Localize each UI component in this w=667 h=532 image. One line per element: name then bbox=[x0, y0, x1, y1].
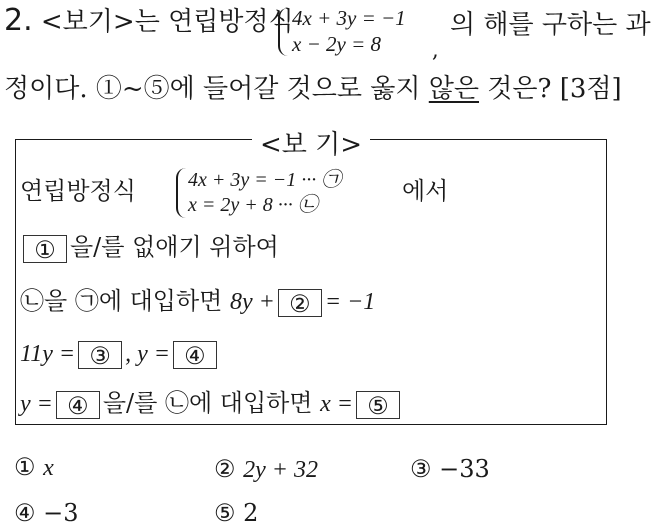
blank-4-repeat: ④ bbox=[56, 391, 100, 419]
row1-equation-1: 4x + 3y = −1 ··· ㉠ bbox=[188, 169, 342, 191]
choice-1-number: ① bbox=[14, 453, 36, 481]
row4-mid: , y = bbox=[125, 341, 170, 367]
choice-4-number: ④ bbox=[14, 499, 36, 527]
choice-5-value: 2 bbox=[243, 499, 259, 527]
row3-text: ㉡을 ㉠에 대입하면 bbox=[20, 287, 223, 315]
choice-2-number: ② bbox=[214, 455, 236, 483]
row2-text: 을/를 없애기 위하여 bbox=[70, 233, 279, 261]
question-line-1-tail: 의 해를 구하는 과 bbox=[450, 10, 651, 40]
box-row-1 bbox=[20, 176, 136, 206]
question-intro: <보기>는 연립방정식 bbox=[40, 7, 294, 37]
example-box-title-wrap bbox=[16, 124, 606, 161]
row5-math: x = bbox=[320, 391, 353, 417]
question-line-2-tail: 것은? [3점] bbox=[487, 74, 622, 104]
example-box-title: <보 기> bbox=[252, 130, 370, 160]
choice-5[interactable] bbox=[214, 498, 258, 528]
choice-3-value: −33 bbox=[439, 455, 490, 483]
blank-4: ④ bbox=[173, 341, 217, 369]
question-line-1 bbox=[4, 3, 294, 38]
choice-5-number: ⑤ bbox=[214, 499, 236, 527]
choice-1[interactable] bbox=[14, 452, 54, 483]
row3-tail: = −1 bbox=[324, 289, 376, 315]
system-brace bbox=[278, 8, 292, 56]
question-line-2-text: 정이다. ①~⑤에 들어갈 것으로 옳지 bbox=[4, 74, 421, 104]
box-row-5 bbox=[20, 388, 403, 419]
choice-3-number: ③ bbox=[410, 455, 432, 483]
blank-3: ③ bbox=[78, 341, 122, 369]
system-equation-1: 4x + 3y = −1 bbox=[292, 6, 406, 30]
row1-label: 연립방정식 bbox=[20, 177, 136, 205]
row5-lead: y = bbox=[20, 391, 53, 417]
choice-1-value: x bbox=[43, 455, 54, 481]
row5-text: 을/를 ㉡에 대입하면 bbox=[102, 389, 313, 417]
blank-1: ① bbox=[23, 235, 67, 263]
choice-2-value: 2y + 32 bbox=[243, 457, 319, 483]
row1-equation-2: x = 2y + 8 ··· ㉡ bbox=[188, 194, 318, 216]
row3-math: 8y + bbox=[230, 289, 275, 315]
emphasis-not: 않은 bbox=[428, 74, 480, 104]
system-equation-2: x − 2y = 8 bbox=[292, 32, 381, 56]
system-comma: , bbox=[432, 38, 439, 62]
box-row-2 bbox=[20, 232, 279, 263]
question-line-2 bbox=[4, 74, 622, 104]
row1-tail: 에서 bbox=[402, 177, 449, 205]
row4-lead: 11y = bbox=[20, 341, 76, 367]
blank-2: ② bbox=[278, 289, 322, 317]
choice-2[interactable] bbox=[214, 454, 318, 485]
choice-4[interactable] bbox=[14, 498, 79, 528]
blank-5: ⑤ bbox=[356, 391, 400, 419]
question-number: 2. bbox=[4, 3, 33, 38]
choice-4-value: −3 bbox=[43, 499, 79, 527]
choice-3[interactable] bbox=[410, 454, 490, 484]
example-box bbox=[15, 130, 607, 425]
box-row-3 bbox=[20, 286, 375, 317]
box-row-4 bbox=[20, 338, 220, 369]
